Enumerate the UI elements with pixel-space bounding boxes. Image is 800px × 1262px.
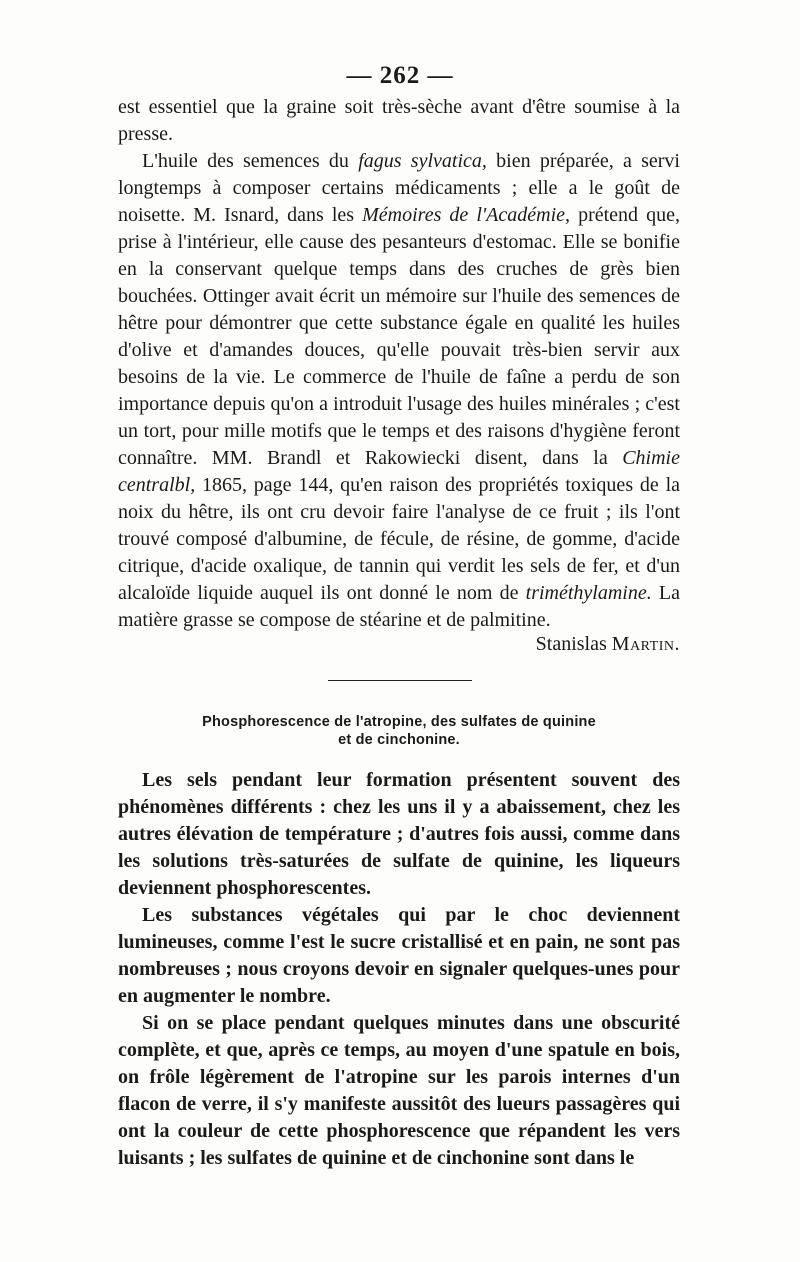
text-run: 1865, page 144, qu'en raison des propriétés toxiques de la noix du hêtre, ils ont cru devoir faire l'analyse de ce fruit ; ils l'ont trouvé composé d'albumine, de fécule, de résine, de gomme, d'acide citrique, d'acide oxalique, de tannin qui verdit les sels de fer, et d'un alcaloïde liquide auquel ils ont donné le nom de [118,474,680,604]
italic-term: fagus sylvatica, [358,150,487,172]
article-1-body [118,94,680,634]
italic-compound: triméthylamine. [525,582,652,604]
text-run: La matière grasse se compose de stéarine et de palmitine. [118,582,681,631]
signature-first-name: Stanislas [535,633,607,655]
text-run: prétend que, prise à l'intérieur, elle cause des pesanteurs d'estomac. Elle se bonifie en la conservant quelque temps dans des cruches de grès bien bouchées. Ottinger avait écrit un mémoire sur l'huile des semences de hêtre pour démontrer que cette substance égale en qualité les huiles d'olive et d'amandes douces, qu'elle pouvait très-bien servir aux besoins de la vie. Le commerce de l'huile de faîne a perdu de son importance depuis qu'on a introduit l'usage des huiles minérales ; c'est un tort, pour mille motifs que le temps et des raisons d'hygiène feront connaître. MM. Brandl et Rakowiecki disent, dans la [118,204,680,469]
text-run: bien préparée, a servi longtemps à composer certains médicaments ; elle a le goût de noisette. M. Isnard, dans les [118,150,680,226]
section-divider [328,680,472,681]
italic-journal: Chimie centralbl, [118,447,680,496]
article-2-paragraph-1: Les sels pendant leur formation présentent souvent des phénomènes différents : chez les uns il y a abaissement, chez les autres élévation de température ; d'autres fois aussi, comme dans les solutions très-saturées de sulfate de quinine, les liqueurs deviennent phosphorescentes. [118,769,680,899]
signature-last-name: Martin. [611,633,680,655]
author-signature [536,631,680,658]
continuation-paragraph: est essentiel que la graine soit très-sèche avant d'être soumise à la presse. [118,96,680,145]
text-run: L'huile des semences du [142,150,359,172]
article-2-body [118,767,680,1172]
article-2-heading [118,713,680,749]
italic-title: Mémoires de l'Académie, [362,204,571,226]
page-number: — 262 — [346,62,454,89]
heading-line-2: et de cinchonine. [338,732,460,748]
article-2-paragraph-2: Les substances végétales qui par le choc deviennent lumineuses, comme l'est le sucre cristallisé et en pain, ne sont pas nombreuses ; nous croyons devoir en signaler quelques-unes pour en augmenter le nombre. [118,904,680,1007]
heading-line-1: Phosphorescence de l'atropine, des sulfates de quinine [202,714,596,730]
beech-oil-paragraph [118,148,680,634]
article-2-paragraph-3: Si on se place pendant quelques minutes dans une obscurité complète, et que, après ce temps, au moyen d'une spatule en bois, on frôle légèrement de l'atropine sur les parois internes d'un flacon de verre, il s'y manifeste aussitôt des lueurs passagères qui ont la couleur de cette phosphorescence que répandent les vers luisants ; les sulfates de quinine et de cinchonine sont dans le [118,1012,680,1169]
